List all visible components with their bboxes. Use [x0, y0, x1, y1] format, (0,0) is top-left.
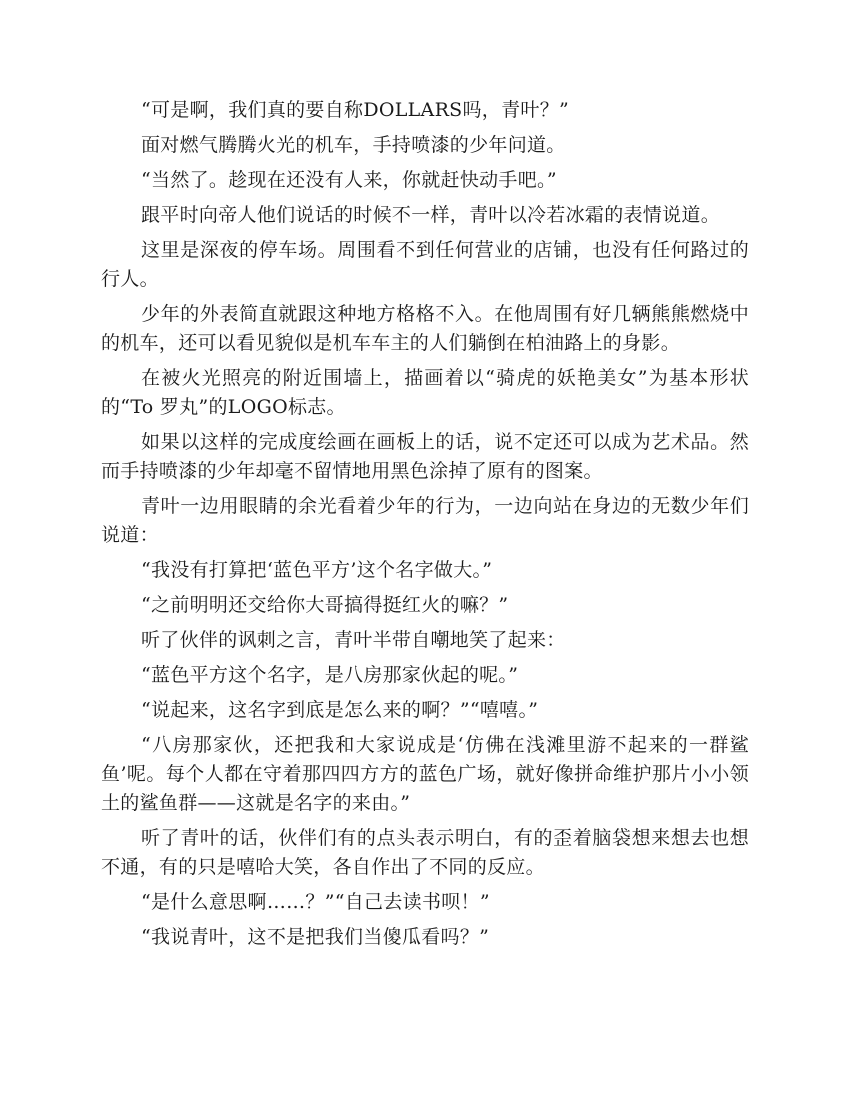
paragraph: “说起来，这名字到底是怎么来的啊？”“嘻嘻。”	[141, 699, 539, 721]
paragraph: “我说青叶，这不是把我们当傻瓜看吗？”	[141, 926, 490, 948]
paragraph: “蓝色平方这个名字，是八房那家伙起的呢。”	[141, 664, 519, 686]
paragraph: 听了伙伴的讽刺之言，青叶半带自嘲地笑了起来：	[141, 629, 566, 651]
paragraph: “之前明明还交给你大哥搞得挺红火的嘛？”	[141, 594, 509, 616]
paragraph: 这里是深夜的停车场。周围看不到任何营业的店铺，也没有任何路过的行人。	[101, 239, 749, 290]
paragraph: 青叶一边用眼睛的余光看着少年的行为，一边向站在身边的无数少年们说道：	[101, 495, 749, 546]
paragraph: “八房那家伙，还把我和大家说成是‘仿佛在浅滩里游不起来的一群鲨鱼’呢。每个人都在守着那四四方方的蓝色广场，就好像拼命维护那片小小领土的鲨鱼群——这就是名字的来由。”	[101, 734, 749, 814]
paragraph: 少年的外表简直就跟这种地方格格不入。在他周围有好几辆熊熊燃烧中的机车，还可以看见貌似是机车车主的人们躺倒在柏油路上的身影。	[101, 303, 749, 354]
paragraph: 在被火光照亮的附近围墙上，描画着以“骑虎的妖艳美女”为基本形状的“To 罗丸”的LOGO标志。	[101, 367, 749, 418]
paragraph: 跟平时向帝人他们说话的时候不一样，青叶以冷若冰霜的表情说道。	[141, 204, 721, 226]
paragraph: 如果以这样的完成度绘画在画板上的话，说不定还可以成为艺术品。然而手持喷漆的少年却毫不留情地用黑色涂掉了原有的图案。	[101, 431, 749, 482]
paragraph: “当然了。趁现在还没有人来，你就赶快动手吧。”	[141, 169, 557, 191]
paragraph: “我没有打算把‘蓝色平方’这个名字做大。”	[141, 559, 493, 581]
novel-text-body	[101, 96, 749, 958]
paragraph: 面对燃气腾腾火光的机车，手持喷漆的少年问道。	[141, 134, 566, 156]
paragraph: “可是啊，我们真的要自称DOLLARS吗，青叶？”	[141, 99, 570, 121]
paragraph: 听了青叶的话，伙伴们有的点头表示明白，有的歪着脑袋想来想去也想不通，有的只是嘻哈大笑，各自作出了不同的反应。	[101, 827, 749, 878]
paragraph: “是什么意思啊……？”“自己去读书呗！”	[141, 891, 490, 913]
